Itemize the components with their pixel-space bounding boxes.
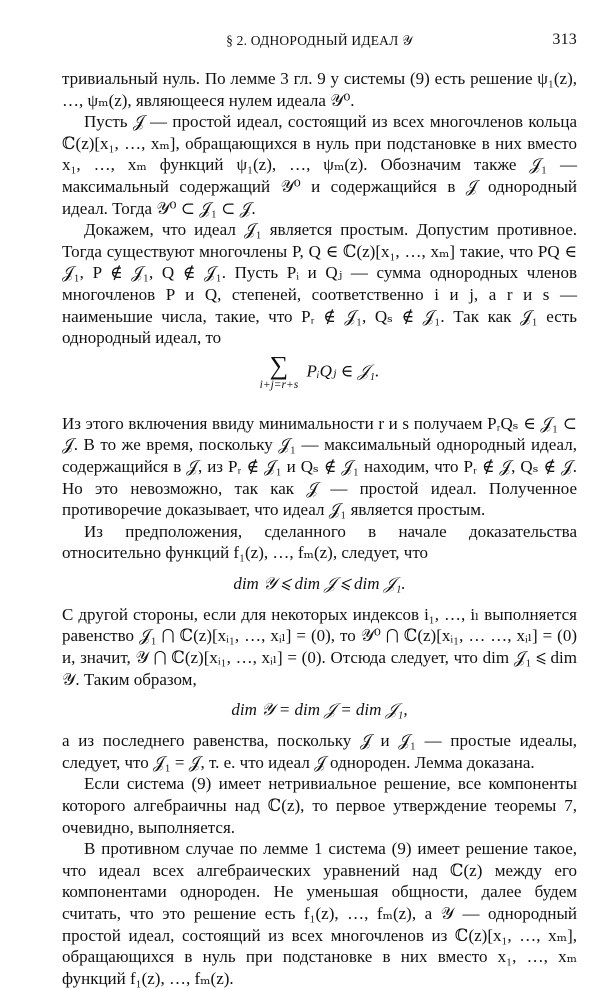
body-text xyxy=(62,68,577,989)
paragraph-5: Из предположения, сделанного в начале доказательства относительно функций f₁(z), …, fₘ(z), следует, что xyxy=(62,521,577,563)
sum-subscript: i+j=r+s xyxy=(259,378,299,391)
page-number: 313 xyxy=(552,31,577,48)
paragraph-3: Докажем, что идеал 𝒥₁ является простым. Допустим противное. Тогда существуют многочлены P, Q ∈ ℂ(z)[x₁, …, xₘ] такие, что PQ ∈ 𝒥₁, P ∉ 𝒥₁, Q ∉ 𝒥₁. Пусть Pᵢ и Qⱼ — сумма однородных членов многочленов P и Q, степеней, соответственно i и j, а r и s — наименьшие числа, такие, что Pᵣ ∉ 𝒥₁, Qₛ ∉ 𝒥₁. Так как 𝒥₁ есть однородный идеал, то xyxy=(62,220,577,348)
paragraph-1: тривиальный нуль. По лемме 3 гл. 9 у системы (9) есть решение ψ₁(z), …, ψₘ(z), являющееся нулем идеала 𝒴⁰. xyxy=(62,69,577,110)
running-header xyxy=(62,30,577,54)
paragraph-9: В противном случае по лемме 1 система (9) имеет решение такое, что идеал всех алгебраических уравнений над ℂ(z) между его компонентами однороден. Не уменьшая общности, далее будем считать, что это решение есть f₁(z), …, fₘ(z), а 𝒴 — однородный простой идеал, состоящий из всех многочленов из ℂ(z)[x₁, …, xₘ], обращающихся в нуль при подстановке в них вместо x₁, …, xₘ функций f₁(z), …, fₘ(z). xyxy=(62,839,577,988)
formula-sum xyxy=(62,350,577,401)
sum-operator xyxy=(259,350,299,392)
paragraph-7: а из последнего равенства, поскольку 𝒥 и 𝒥₁ — простые идеалы, следует, что 𝒥₁ = 𝒥, т. е. что идеал 𝒥 однороден. Лемма доказана. xyxy=(62,731,577,772)
paragraph-8: Если система (9) имеет нетривиальное решение, все компоненты которого алгебраичны над ℂ(z), то первое утверждение теоремы 7, очевидно, выполняется. xyxy=(62,774,577,837)
paragraph-6: С другой стороны, если для некоторых индексов i₁, …, iₗ выполняется равенство 𝒥₁ ⋂ ℂ(z)[xᵢ₁, …, xᵢₗ] = (0), то 𝒴⁰ ⋂ ℂ(z)[xᵢ₁, … …, xᵢₗ] = (0) и, значит, 𝒴 ⋂ ℂ(z)[xᵢ₁, …, xᵢₗ] = (0). Отсюда следует, что dim 𝒥₁ ⩽ dim 𝒴. Таким образом, xyxy=(62,604,577,689)
section-title: § 2. ОДНОРОДНЫЙ ИДЕАЛ 𝒴 xyxy=(226,33,413,48)
sum-expression: PᵢQⱼ ∈ 𝒥₁. xyxy=(306,361,380,381)
paragraph-4: Из этого включения ввиду минимальности r и s получаем PᵣQₛ ∈ 𝒥₁ ⊂ 𝒥. В то же время, поскольку 𝒥₁ — максимальный однородный идеал, содержащийся в 𝒥, из Pᵣ ∉ 𝒥₁ и Qₛ ∉ 𝒥₁ находим, что Pᵣ ∉ 𝒥, Qₛ ∉ 𝒥. Но это невозможно, так как 𝒥 — простой идеал. Полученное противоречие доказывает, что идеал 𝒥₁ является простым. xyxy=(62,413,577,520)
formula-dim-inequality: dim 𝒴 ⩽ dim 𝒥 ⩽ dim 𝒥₁. xyxy=(233,573,406,593)
formula-dim-equality: dim 𝒴 = dim 𝒥 = dim 𝒥₁, xyxy=(231,700,408,720)
book-page xyxy=(62,30,577,989)
sum-sign: ∑ xyxy=(269,350,289,380)
paragraph-2: Пусть 𝒥 — простой идеал, состоящий из всех многочленов кольца ℂ(z)[x₁, …, xₘ], обращающихся в нуль при подстановке в них вместо x₁, …, xₘ функций ψ₁(z), …, ψₘ(z). Обозначим также 𝒥₁ — максимальный содержащий 𝒴⁰ и содержащийся в 𝒥 однородный идеал. Тогда 𝒴⁰ ⊂ 𝒥₁ ⊂ 𝒥. xyxy=(62,112,577,218)
